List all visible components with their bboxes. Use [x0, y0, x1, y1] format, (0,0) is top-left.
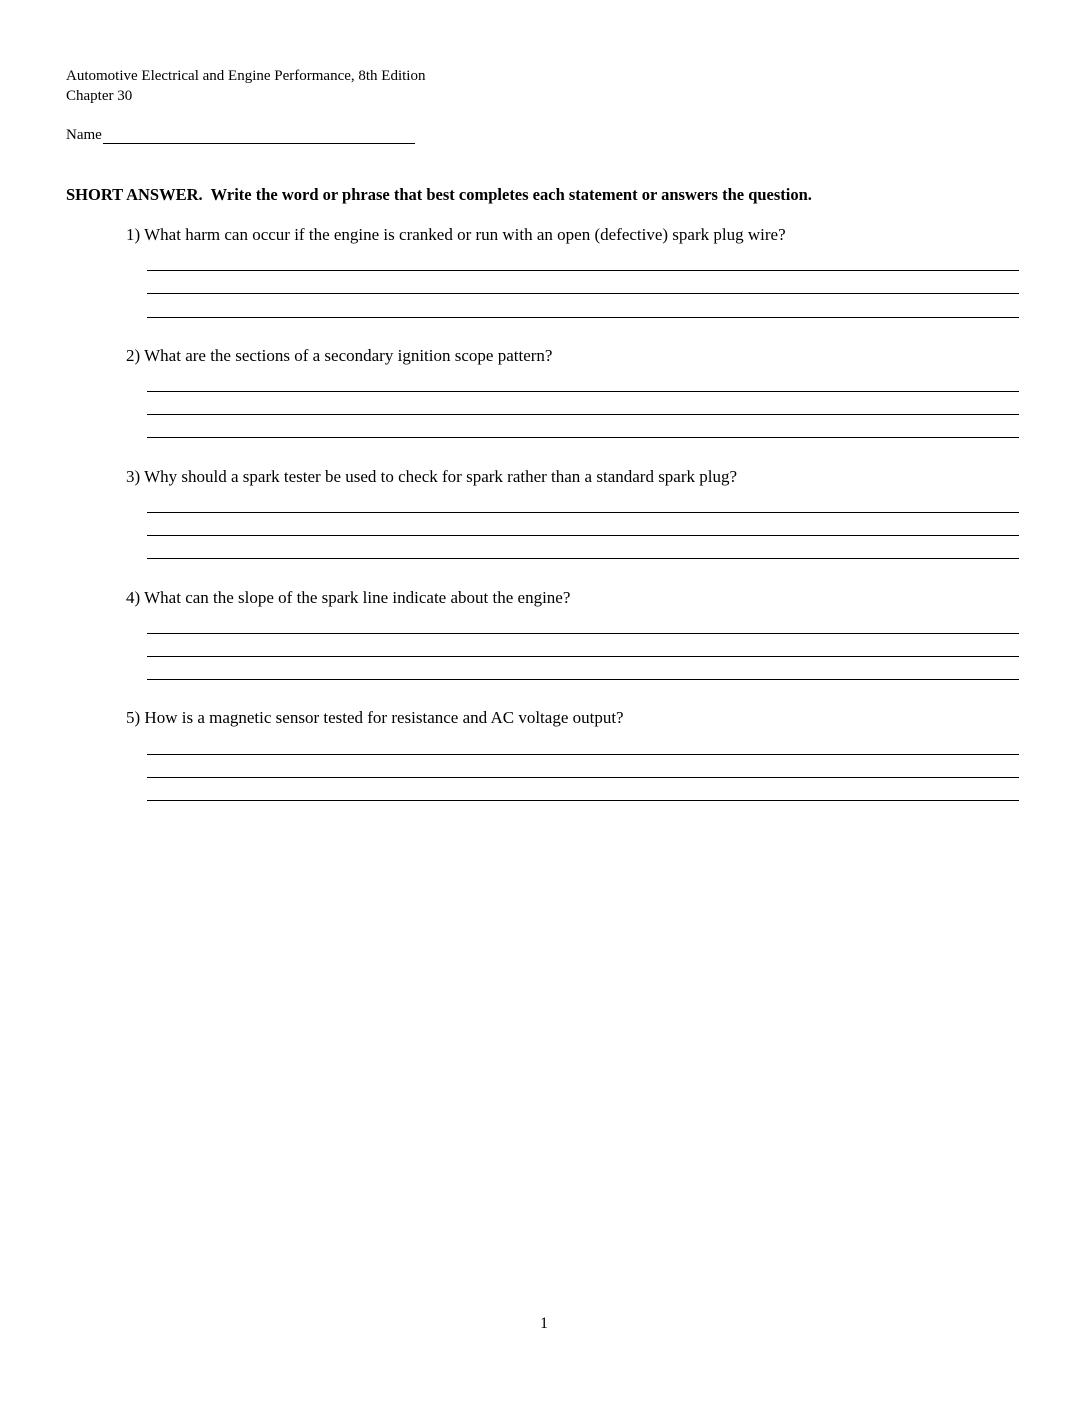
question-2	[126, 346, 1019, 366]
instructions-text: Write the word or phrase that best completes each statement or answers the question.	[210, 185, 812, 204]
book-title: Automotive Electrical and Engine Performance, 8th Edition	[66, 68, 426, 84]
answer-line[interactable]	[147, 754, 1019, 755]
page-number: 1	[540, 1315, 548, 1332]
name-blank-line[interactable]	[103, 125, 415, 144]
document-header	[66, 66, 425, 106]
question-4	[126, 588, 1019, 608]
answer-line[interactable]	[147, 293, 1019, 294]
question-text	[126, 467, 1019, 487]
question-prompt: What can the slope of the spark line indicate about the engine?	[144, 588, 571, 607]
answer-line[interactable]	[147, 656, 1019, 657]
question-prompt: How is a magnetic sensor tested for resistance and AC voltage output?	[144, 708, 624, 727]
answer-line[interactable]	[147, 777, 1019, 778]
answer-line[interactable]	[147, 437, 1019, 438]
question-number: 4)	[126, 588, 141, 607]
answer-line[interactable]	[147, 391, 1019, 392]
answer-line[interactable]	[147, 512, 1019, 513]
question-number: 3)	[126, 467, 141, 486]
question-prompt: What harm can occur if the engine is cranked or run with an open (defective) spark plug wire?	[144, 225, 786, 244]
question-5	[126, 708, 1019, 728]
chapter-label: Chapter 30	[66, 88, 133, 104]
answer-line[interactable]	[147, 270, 1019, 271]
question-text	[126, 588, 1019, 608]
question-number: 5)	[126, 708, 141, 727]
question-text	[126, 225, 1019, 245]
question-number: 1)	[126, 225, 141, 244]
instructions-heading: SHORT ANSWER.	[66, 185, 203, 204]
question-3	[126, 467, 1019, 487]
question-prompt: What are the sections of a secondary ignition scope pattern?	[144, 346, 553, 365]
name-label: Name	[66, 127, 102, 143]
question-text	[126, 346, 1019, 366]
answer-line[interactable]	[147, 679, 1019, 680]
answer-line[interactable]	[147, 800, 1019, 801]
question-text	[126, 708, 1019, 728]
question-1	[126, 225, 1019, 245]
answer-line[interactable]	[147, 558, 1019, 559]
name-field	[66, 125, 415, 144]
answer-line[interactable]	[147, 633, 1019, 634]
instructions	[66, 185, 812, 205]
answer-line[interactable]	[147, 535, 1019, 536]
answer-line[interactable]	[147, 317, 1019, 318]
question-number: 2)	[126, 346, 141, 365]
question-prompt: Why should a spark tester be used to check for spark rather than a standard spark plug?	[144, 467, 738, 486]
answer-line[interactable]	[147, 414, 1019, 415]
